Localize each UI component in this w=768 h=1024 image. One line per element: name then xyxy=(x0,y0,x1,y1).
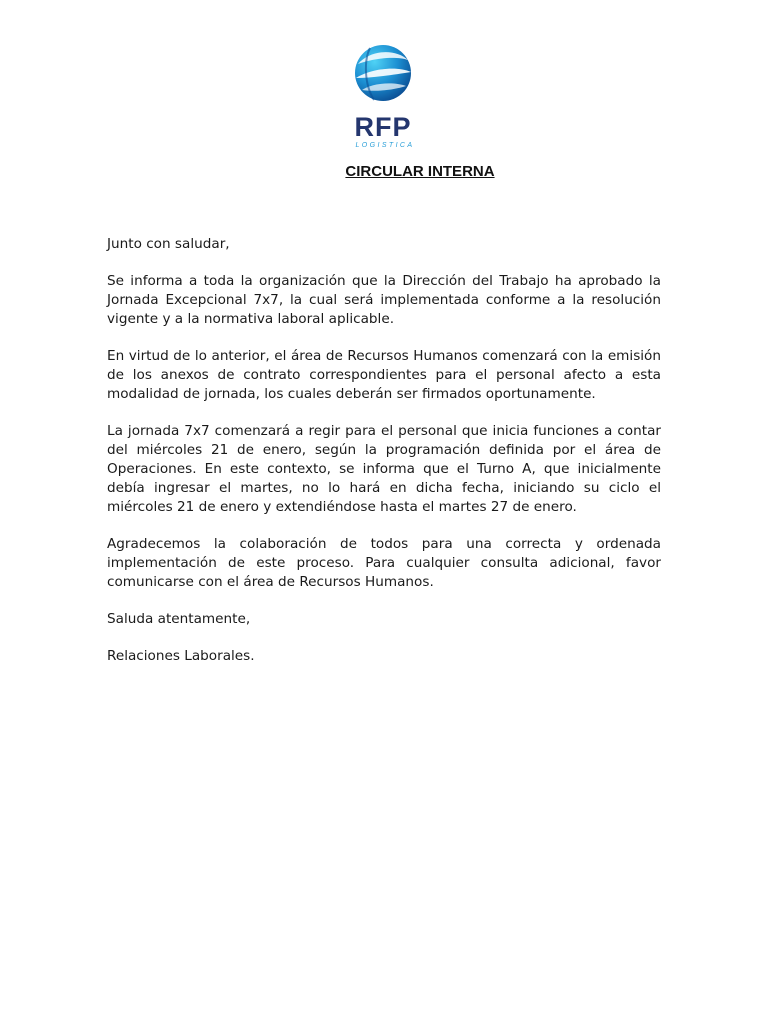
paragraph-2: En virtud de lo anterior, el área de Recursos Humanos comenzará con la emisión de los anexos de contrato correspondientes para el personal afecto a esta modalidad de jornada, los cuales deberán ser firmados oportunamente. xyxy=(107,348,661,402)
document-title: CIRCULAR INTERNA xyxy=(345,163,495,180)
greeting: Junto con saludar, xyxy=(107,236,230,252)
paragraph-1: Se informa a toda la organización que la Dirección del Trabajo ha aprobado la Jornada Excepcional 7x7, la cual será implementada conforme a la resolución vigente y a la normativa laboral aplicable. xyxy=(107,273,661,327)
paragraph-4: Agradecemos la colaboración de todos para una correcta y ordenada implementación de este proceso. Para cualquier consulta adicional, favor comunicarse con el área de Recursos Humanos. xyxy=(107,535,661,590)
closing: Saluda atentamente, xyxy=(107,610,251,627)
globe-icon xyxy=(355,45,411,101)
logo-wordmark: RFP xyxy=(354,112,412,142)
paragraph-3: La jornada 7x7 comenzará a regir para el personal que inicia funciones a contar del miércoles 21 de enero, según la programación definida por el área de Operaciones. En este contexto, se informa que el Turno A, que inicialmente debía ingresar el martes, no lo hará en dicha fecha, iniciando su ciclo el miércoles 21 de enero y extendiéndose hasta el martes 27 de enero. xyxy=(107,423,661,515)
rfp-logistica-logo xyxy=(340,42,426,150)
company-logo xyxy=(340,42,426,150)
signature: Relaciones Laborales. xyxy=(107,648,255,665)
logo-subtitle: LOGISTICA xyxy=(355,142,415,149)
document-body xyxy=(107,235,661,685)
